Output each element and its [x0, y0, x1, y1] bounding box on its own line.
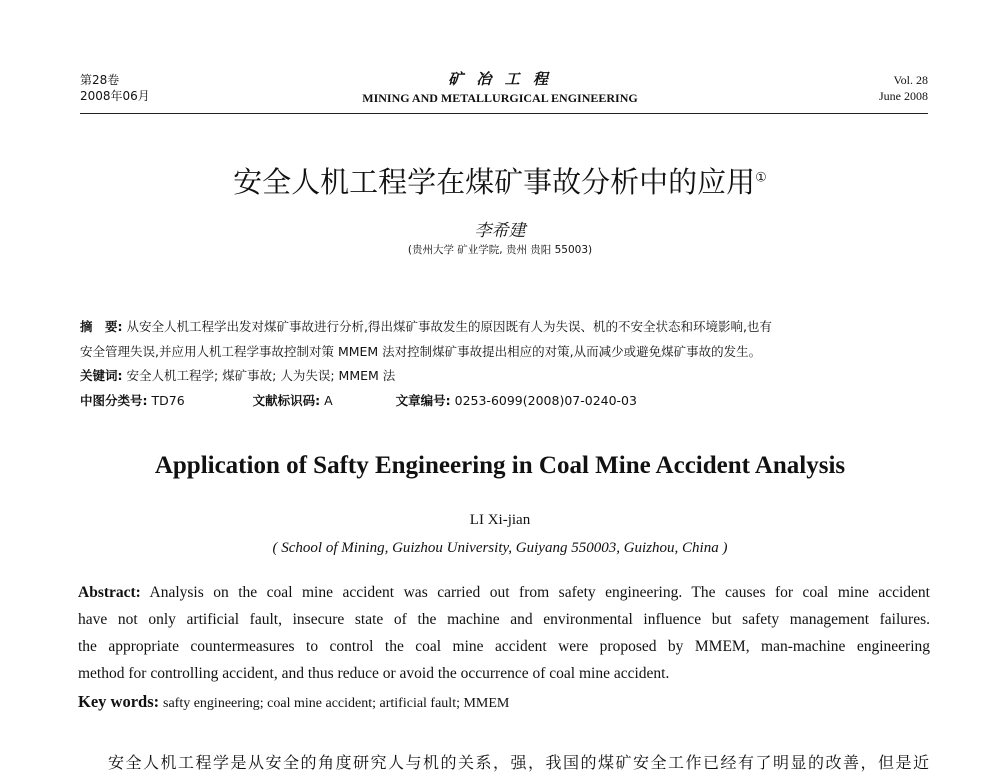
- abstract-cn-line1: [80, 317, 930, 335]
- date-cn: 2008年06月: [80, 89, 150, 103]
- abstract-en-label: Abstract:: [78, 584, 141, 601]
- article-no-value: 0253-6099(2008)07-0240-03: [454, 393, 637, 408]
- volume-en: Vol. 28: [893, 73, 928, 87]
- keywords-en-text: safty engineering; coal mine accident; artificial fault; MMEM: [163, 696, 510, 711]
- abstract-en-line2: have not only artificial fault, insecure state of the machine and environmental influence but safety management failures.: [78, 611, 930, 628]
- article-no-label: 文章编号:: [395, 393, 451, 408]
- affiliation-en: ( School of Mining, Guizhou University, Guiyang 550003, Guizhou, China ): [272, 540, 728, 556]
- title-cn-text: 安全人机工程学在煤矿事故分析中的应用: [233, 165, 756, 199]
- title-footnote-mark: ①: [755, 170, 767, 186]
- abstract-cn-line2: 安全管理失误,并应用人机工程学事故控制对策 MMEM 法对控制煤矿事故提出相应的对策,从而减少或避免煤矿事故的发生。: [80, 344, 762, 359]
- abstract-cn-text1: 从安全人机工程学出发对煤矿事故进行分析,得出煤矿事故发生的原因既有人为失误、机的不安全状态和环境影响,也有: [126, 319, 772, 334]
- title-cn: [0, 160, 1000, 201]
- abstract-en-text1: Analysis on the coal mine accident was carried out from safety engineering. The causes for coal mine accident: [149, 584, 930, 601]
- author-en: LI Xi-jian: [469, 512, 531, 528]
- header-left: [80, 72, 150, 104]
- abstract-en-line4: method for controlling accident, and thus reduce or avoid the occurrence of coal mine accident.: [78, 665, 670, 682]
- title-en: Application of Safty Engineering in Coal Mine Accident Analysis: [154, 452, 846, 479]
- clc-value: TD76: [151, 393, 185, 408]
- keywords-cn-label: 关键词:: [80, 368, 123, 383]
- keywords-cn: [80, 366, 930, 384]
- volume-cn: 第28卷: [80, 73, 120, 87]
- clc-label: 中图分类号:: [80, 393, 148, 408]
- header-right: [879, 72, 928, 104]
- keywords-en: [78, 692, 509, 712]
- doc-code-value: A: [324, 393, 333, 408]
- body-text-partial: 安全人机工程学是从安全的角度研究人与机的关系，强，我国的煤矿安全工作已经有了明显的改善，但是近: [108, 753, 931, 772]
- header-center: [300, 68, 700, 106]
- journal-title-en: MINING AND METALLURGICAL ENGINEERING: [362, 91, 638, 105]
- header-rule: [80, 113, 928, 114]
- author-cn: 李希建: [474, 221, 526, 241]
- abstract-en-line1: [78, 584, 930, 602]
- affiliation-cn: (贵州大学 矿业学院, 贵州 贵阳 55003): [407, 244, 593, 256]
- doc-code-label: 文献标识码:: [252, 393, 321, 408]
- abstract-cn-label: 摘 要:: [80, 319, 123, 334]
- journal-title-cn: 矿 冶 工 程: [448, 70, 552, 88]
- classification-line: [80, 391, 930, 409]
- date-en: June 2008: [879, 89, 928, 103]
- keywords-cn-text: 安全人机工程学; 煤矿事故; 人为失误; MMEM 法: [126, 368, 396, 383]
- keywords-en-label: Key words:: [78, 692, 160, 711]
- abstract-en-line3: the appropriate countermeasures to control the coal mine accident were proposed by MMEM, man-machine engineering: [78, 638, 930, 655]
